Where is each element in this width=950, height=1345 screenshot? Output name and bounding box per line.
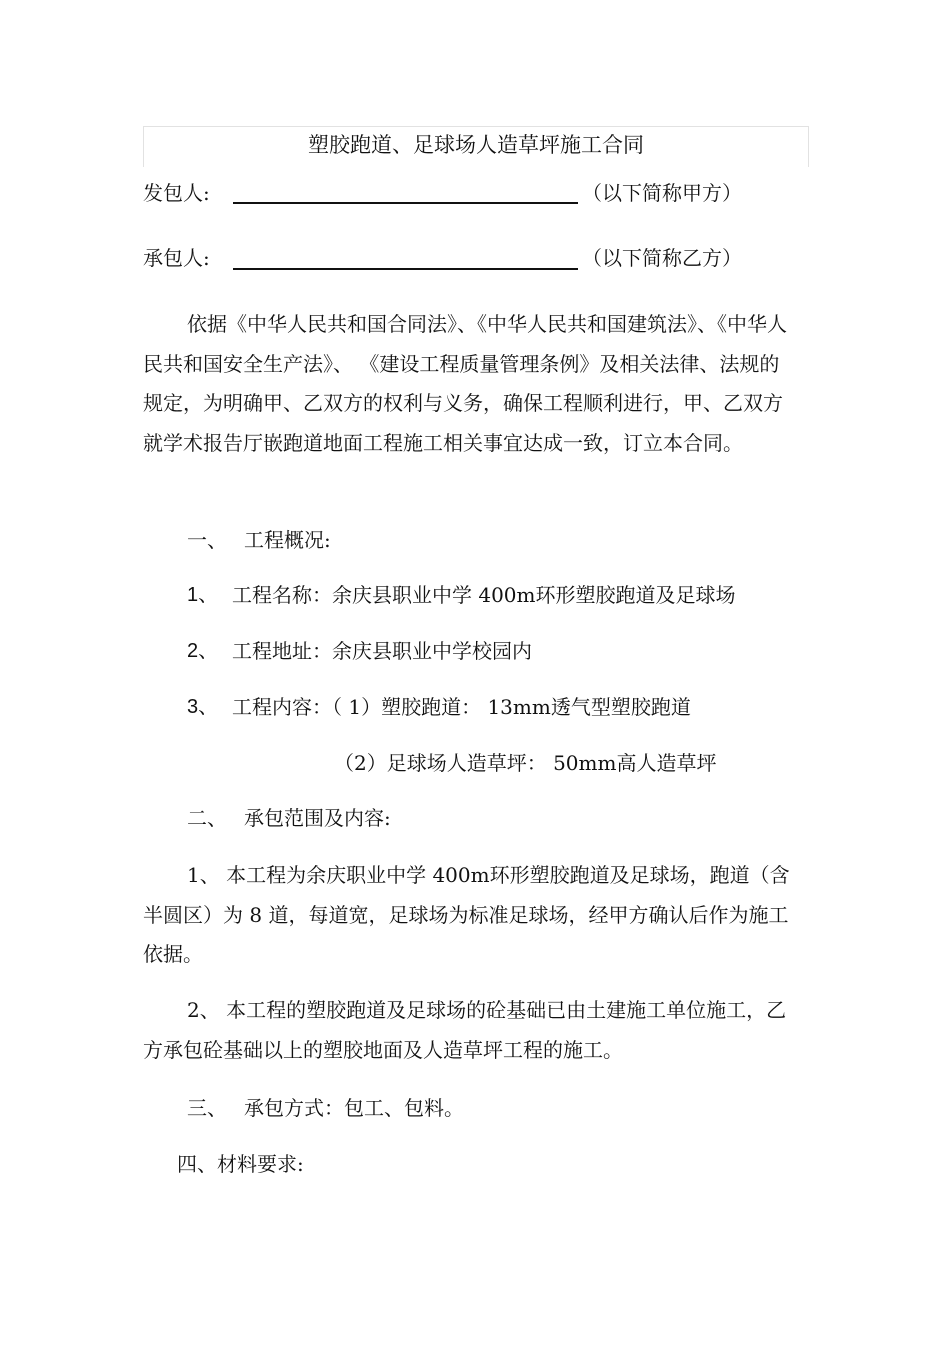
sec1-item1-num: 1、 — [187, 584, 219, 606]
sec2-item1-paragraph — [143, 856, 793, 975]
intro-paragraph — [143, 305, 793, 463]
sec2-item2-paragraph — [143, 991, 793, 1070]
sec4-heading: 四、材料要求: — [177, 1152, 304, 1176]
employer-label: 发包人: — [143, 181, 210, 205]
sec1-item2-num: 2、 — [187, 640, 219, 662]
sec1-item1: 工程名称：余庆县职业中学 400m环形塑胶跑道及足球场 — [232, 583, 736, 607]
intro-text: 依据《中华人民共和国合同法》、《中华人民共和国建筑法》、《中华人民共和国安全生产法》、 《建设工程质量管理条例》及相关法律、法规的规定，为明确甲、乙双方的权利与义务，确保工程顺利进行，甲、乙双方就学术报告厅嵌跑道地面工程施工相关事宜达成一致，订立本合同。 — [143, 312, 787, 455]
employer-suffix: （以下简称甲方） — [582, 181, 742, 205]
sec1-item3: 工程内容：（ 1）塑胶跑道： 13mm透气型塑胶跑道 — [232, 695, 691, 719]
sec2-item2: 2、 本工程的塑胶跑道及足球场的砼基础已由土建施工单位施工，乙方承包砼基础以上的塑胶地面及人造草坪工程的施工。 — [143, 998, 787, 1062]
title-box — [143, 126, 809, 167]
sec1-heading-num: 一、 — [187, 528, 227, 552]
sec1-item2: 工程地址：余庆县职业中学校园内 — [232, 639, 532, 663]
contractor-label: 承包人: — [143, 246, 210, 270]
sec3-heading: 承包方式：包工、包料。 — [244, 1096, 464, 1120]
sec1-heading: 工程概况: — [244, 528, 331, 552]
sec3-heading-num: 三、 — [187, 1096, 227, 1120]
document-title: 塑胶跑道、足球场人造草坪施工合同 — [308, 133, 644, 157]
contractor-suffix: （以下简称乙方） — [582, 246, 742, 270]
employer-blank-line — [233, 202, 578, 204]
sec1-item3-num: 3、 — [187, 696, 219, 718]
contractor-blank-line — [233, 268, 578, 270]
sec2-item1: 1、 本工程为余庆职业中学 400m环形塑胶跑道及足球场，跑道（含半圆区）为 8 道，每道宽，足球场为标准足球场，经甲方确认后作为施工依据。 — [143, 863, 790, 966]
sec2-heading: 承包范围及内容: — [244, 806, 391, 830]
sec2-heading-num: 二、 — [187, 806, 227, 830]
sec1-item3-sub: （2）足球场人造草坪： 50mm高人造草坪 — [334, 751, 717, 775]
